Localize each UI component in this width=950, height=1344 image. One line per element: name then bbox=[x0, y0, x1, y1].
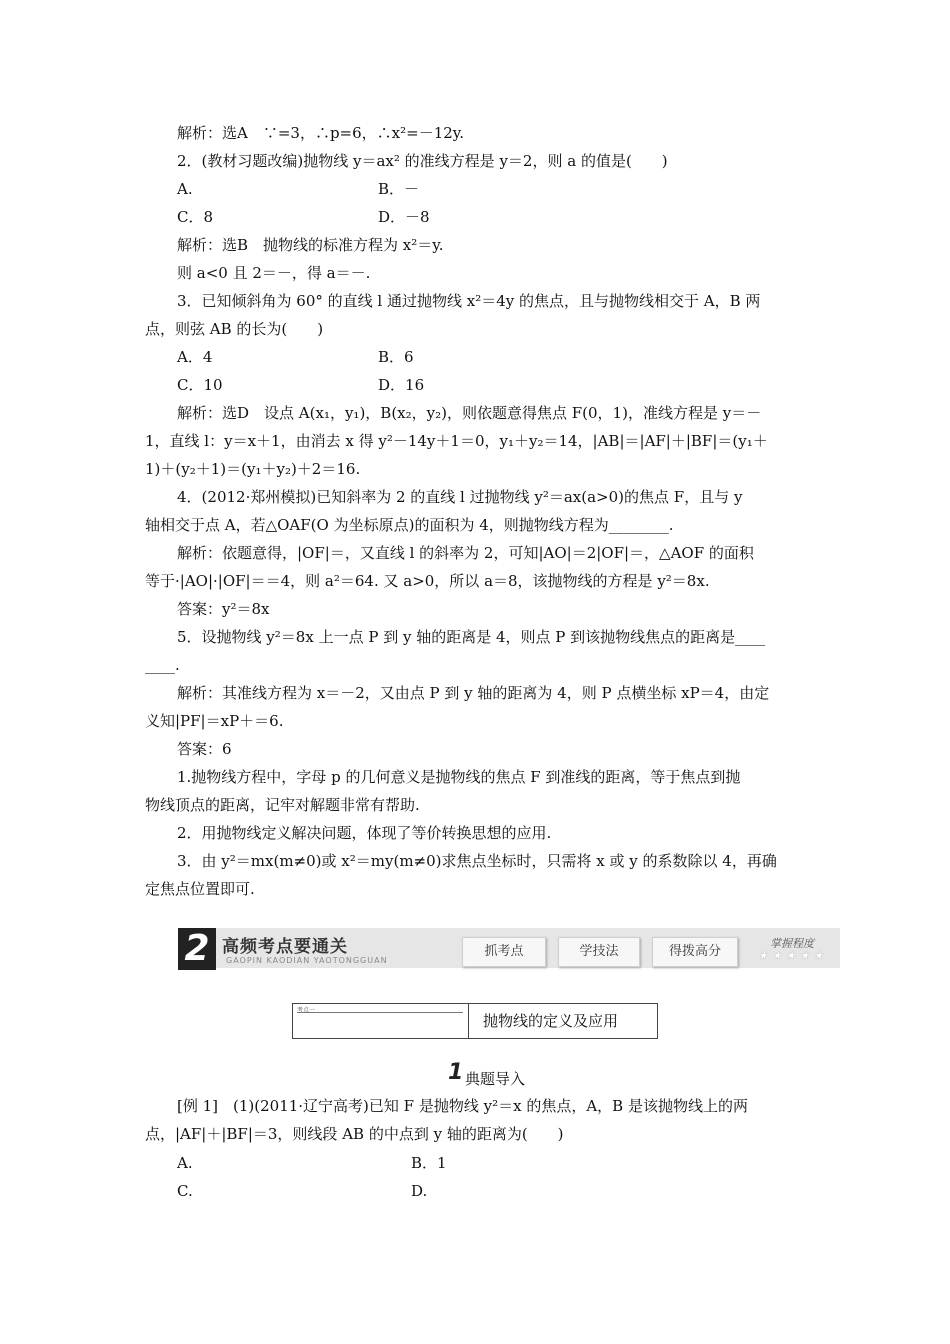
answer-3-line-3: 1)＋(y₂＋1)＝(y₁＋y₂)＋2＝16. bbox=[145, 460, 361, 478]
kaodian-title: 抛物线的定义及应用 bbox=[483, 1012, 619, 1030]
mastery-label: 掌握程度 bbox=[770, 937, 814, 950]
answer-3-line-1: 解析：选D 设点 A(x₁，y₁)，B(x₂，y₂)，则依题意得焦点 F(0，1)，准线方程是 y＝－ bbox=[177, 404, 762, 422]
q2-option-a: A. bbox=[177, 180, 193, 198]
question-2: 2．(教材习题改编)抛物线 y＝ax² 的准线方程是 y＝2，则 a 的值是( ) bbox=[177, 152, 668, 170]
tab-de-bagaofen[interactable]: 得拨高分 bbox=[652, 937, 738, 967]
answer-5-result: 答案：6 bbox=[177, 740, 232, 758]
question-4-line-1: 4．(2012·郑州模拟)已知斜率为 2 的直线 l 过抛物线 y²＝ax(a>0)的焦点 F，且与 y bbox=[177, 488, 743, 506]
answer-2-line-2: 则 a<0 且 2＝－，得 a＝－. bbox=[177, 264, 371, 282]
section-title: 典题导入 bbox=[465, 1070, 526, 1088]
ex1-option-d: D. bbox=[411, 1182, 428, 1200]
note-3-line-2: 定焦点位置即可. bbox=[145, 880, 255, 898]
banner-title: 高频考点要通关 bbox=[222, 937, 348, 957]
answer-1: 解析：选A ∵=3，∴p=6，∴x²=－12y. bbox=[177, 124, 465, 142]
answer-2-line-1: 解析：选B 抛物线的标准方程为 x²＝y. bbox=[177, 236, 444, 254]
note-2: 2．用抛物线定义解决问题，体现了等价转换思想的应用. bbox=[177, 824, 552, 842]
q3-option-c: C．10 bbox=[177, 376, 223, 394]
banner-subtitle: GAOPIN KAODIAN YAOTONGGUAN bbox=[226, 956, 388, 965]
answer-3-line-2: 1，直线 l：y＝x＋1，由消去 x 得 y²－14y＋1＝0，y₁＋y₂＝14，|AB|＝|AF|＋|BF|＝(y₁＋ bbox=[145, 432, 768, 450]
kaodian-label-cell bbox=[293, 1004, 469, 1038]
note-1-line-1: 1.抛物线方程中，字母 p 的几何意义是抛物线的焦点 F 到准线的距离，等于焦点到抛 bbox=[177, 768, 741, 786]
answer-4-line-2: 等于·|AO|·|OF|＝＝4，则 a²＝64. 又 a>0，所以 a＝8，该抛物线的方程是 y²＝8x. bbox=[145, 572, 710, 590]
q3-option-d: D．16 bbox=[378, 376, 425, 394]
q2-option-b: B．－ bbox=[378, 180, 420, 198]
divider bbox=[297, 1012, 463, 1013]
answer-5-line-2: 义知|PF|＝xP＋＝6. bbox=[145, 712, 284, 730]
ex1-option-b: B．1 bbox=[411, 1154, 447, 1172]
question-3-line-2: 点，则弦 AB 的长为( ) bbox=[145, 320, 324, 338]
question-5-line-1: 5．设抛物线 y²＝8x 上一点 P 到 y 轴的距离是 4，则点 P 到该抛物线焦点的距离是____ bbox=[177, 628, 766, 646]
answer-5-line-1: 解析：其准线方程为 x＝－2，又由点 P 到 y 轴的距离为 4，则 P 点横坐标 xP＝4，由定 bbox=[177, 684, 770, 702]
kaodian-box bbox=[292, 1003, 658, 1039]
q3-option-a: A．4 bbox=[177, 348, 213, 366]
example-1-line-2: 点，|AF|＋|BF|＝3，则线段 AB 的中点到 y 轴的距离为( ) bbox=[145, 1125, 564, 1143]
q2-option-c: C．8 bbox=[177, 208, 214, 226]
q2-option-d: D．－8 bbox=[378, 208, 430, 226]
ex1-option-c: C. bbox=[177, 1182, 193, 1200]
tab-xue-jifa[interactable]: 学技法 bbox=[558, 937, 640, 967]
kaodian-tag: 考点一 bbox=[297, 1007, 316, 1014]
mastery-stars-icon: ★★★★★ bbox=[758, 949, 828, 962]
answer-4-line-1: 解析：依题意得，|OF|＝，又直线 l 的斜率为 2，可知|AO|＝2|OF|＝，△AOF 的面积 bbox=[177, 544, 754, 562]
section-number: 1 bbox=[448, 1060, 464, 1085]
note-3-line-1: 3．由 y²＝mx(m≠0)或 x²＝my(m≠0)求焦点坐标时，只需将 x 或 y 的系数除以 4，再确 bbox=[177, 852, 777, 870]
question-5-line-2: ____. bbox=[145, 656, 180, 674]
question-3-line-1: 3．已知倾斜角为 60° 的直线 l 通过抛物线 x²＝4y 的焦点，且与抛物线相交于 A，B 两 bbox=[177, 292, 761, 310]
mastery-indicator bbox=[752, 933, 838, 967]
note-1-line-2: 物线顶点的距离，记牢对解题非常有帮助. bbox=[145, 796, 420, 814]
banner-number: 2 bbox=[178, 928, 216, 970]
answer-4-result: 答案：y²＝8x bbox=[177, 600, 270, 618]
tab-zhua-kaodian[interactable]: 抓考点 bbox=[462, 937, 546, 967]
ex1-option-a: A. bbox=[177, 1154, 193, 1172]
q3-option-b: B．6 bbox=[378, 348, 414, 366]
question-4-line-2: 轴相交于点 A，若△OAF(O 为坐标原点)的面积为 4，则抛物线方程为________. bbox=[145, 516, 674, 534]
example-1-line-1: [例 1] (1)(2011·辽宁高考)已知 F 是抛物线 y²＝x 的焦点，A，B 是该抛物线上的两 bbox=[177, 1097, 748, 1115]
